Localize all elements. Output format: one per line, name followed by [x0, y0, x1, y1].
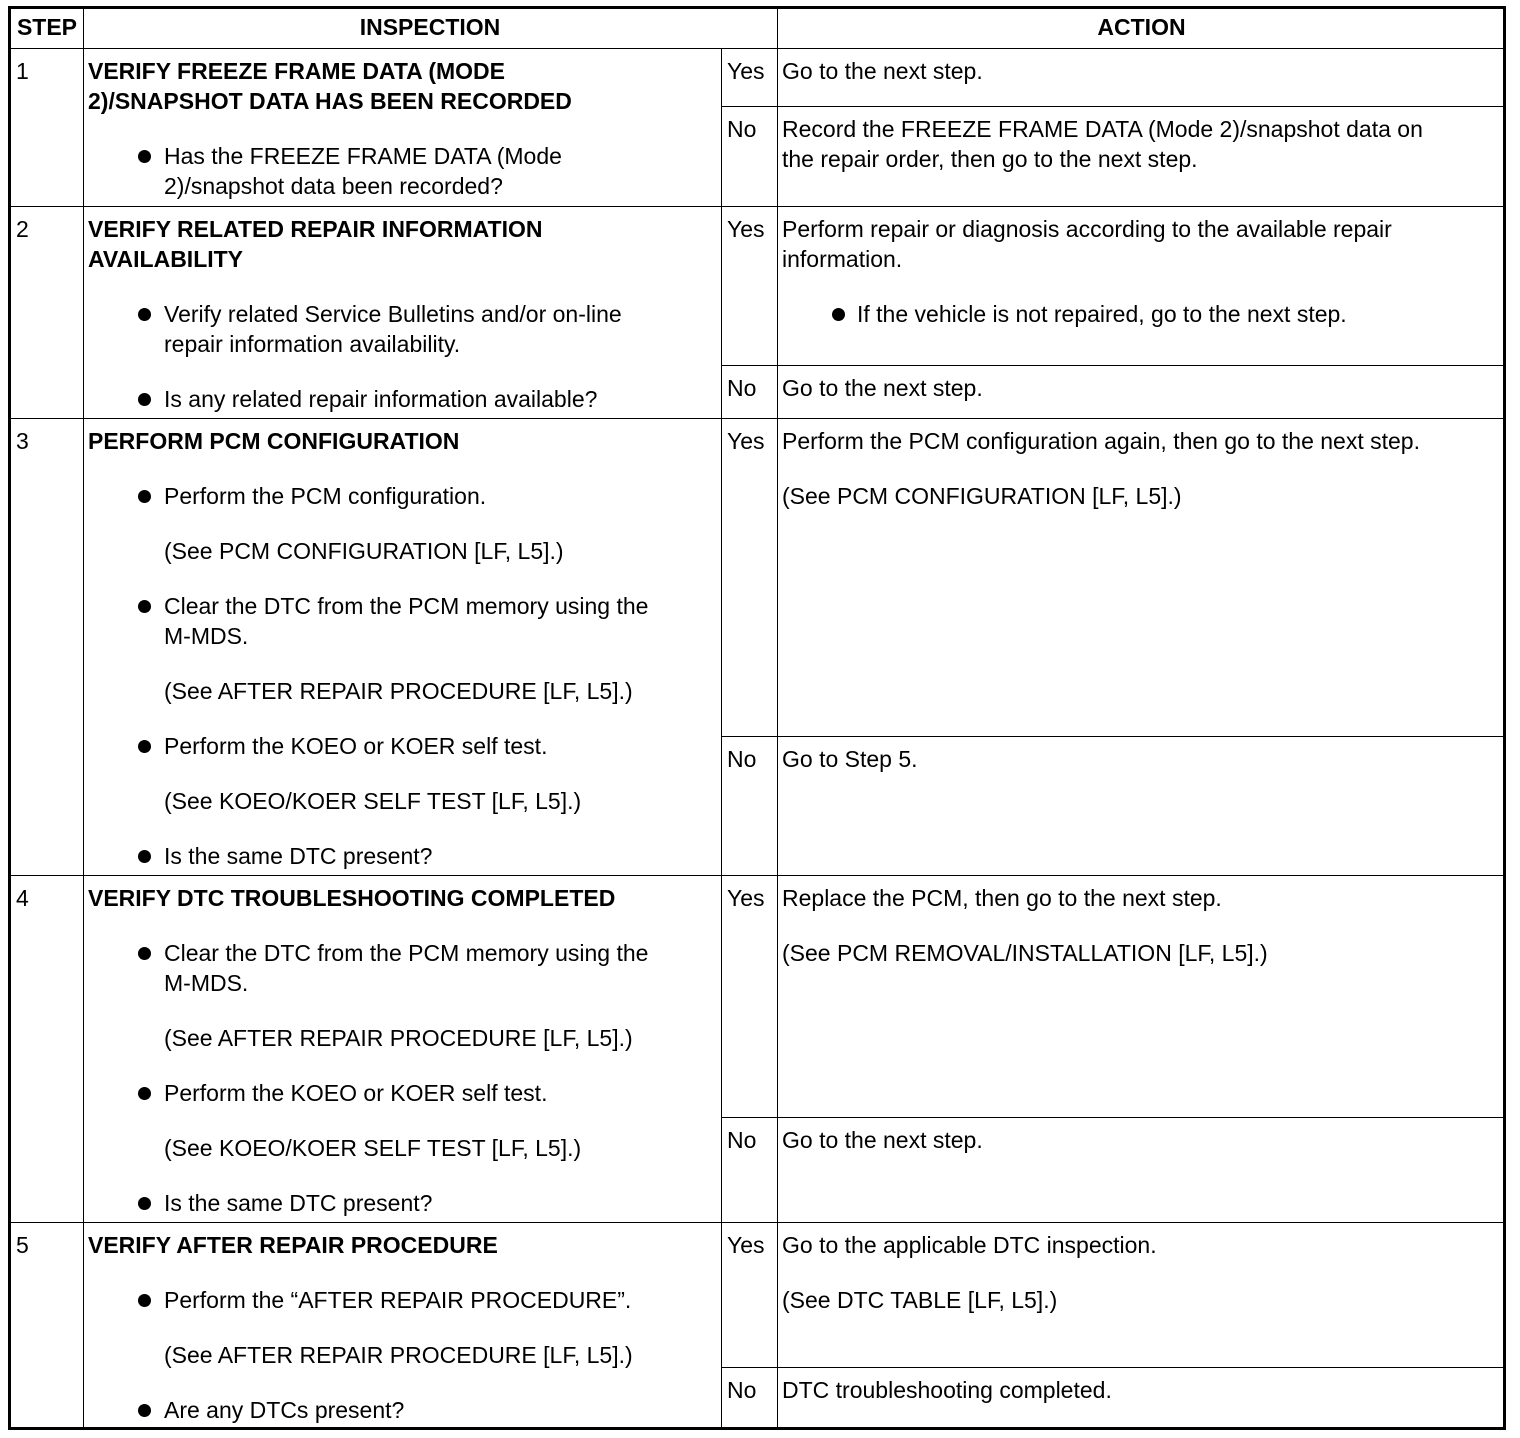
- inspection-item-text: (See KOEO/KOER SELF TEST [LF, L5].): [164, 1135, 582, 1161]
- yes-action-text: (See PCM REMOVAL/INSTALLATION [LF, L5].): [782, 940, 1268, 966]
- yes-action-text: (See DTC TABLE [LF, L5].): [782, 1287, 1058, 1313]
- step-number: 2: [16, 216, 29, 242]
- no-label: No: [727, 116, 757, 142]
- yes-no-divider: [721, 1117, 1506, 1118]
- yes-action-text: Go to the next step.: [782, 58, 983, 84]
- inspection-item-text: M-MDS.: [164, 623, 249, 649]
- row-divider: [11, 206, 1506, 207]
- yes-action-text: (See PCM CONFIGURATION [LF, L5].): [782, 483, 1182, 509]
- no-action-text: Go to the next step.: [782, 375, 983, 401]
- no-action-text: DTC troubleshooting completed.: [782, 1377, 1112, 1403]
- yes-label: Yes: [727, 216, 765, 242]
- no-action-text: Go to Step 5.: [782, 746, 918, 772]
- inspection-item-bullet-icon: [138, 1087, 151, 1100]
- inspection-item-text: Are any DTCs present?: [164, 1397, 405, 1423]
- yes-action-text: information.: [782, 246, 903, 272]
- inspection-item-text: Is the same DTC present?: [164, 843, 433, 869]
- yes-action-text: Perform repair or diagnosis according to the available repair: [782, 216, 1392, 242]
- yes-label: Yes: [727, 1232, 765, 1258]
- inspection-item-text: repair information availability.: [164, 331, 461, 357]
- header-inspection: INSPECTION: [359, 14, 501, 40]
- step-title: VERIFY DTC TROUBLESHOOTING COMPLETED: [88, 885, 616, 911]
- inspection-item-text: (See AFTER REPAIR PROCEDURE [LF, L5].): [164, 1025, 633, 1051]
- inspection-item-text: 2)/snapshot data been recorded?: [164, 173, 503, 199]
- inspection-item-bullet-icon: [138, 1197, 151, 1210]
- inspection-item-text: Is the same DTC present?: [164, 1190, 433, 1216]
- inspection-item-text: Perform the “AFTER REPAIR PROCEDURE”.: [164, 1287, 632, 1313]
- row-divider: [11, 418, 1506, 419]
- inspection-item-bullet-icon: [138, 393, 151, 406]
- inspection-item-bullet-icon: [138, 1404, 151, 1417]
- column-divider-step: [83, 9, 84, 1427]
- inspection-item-bullet-icon: [138, 947, 151, 960]
- no-action-text: Record the FREEZE FRAME DATA (Mode 2)/snapshot data on: [782, 116, 1423, 142]
- inspection-item-text: (See AFTER REPAIR PROCEDURE [LF, L5].): [164, 1342, 633, 1368]
- inspection-item-bullet-icon: [138, 740, 151, 753]
- step-number: 5: [16, 1232, 29, 1258]
- inspection-item-text: Is any related repair information available?: [164, 386, 598, 412]
- step-title: 2)/SNAPSHOT DATA HAS BEEN RECORDED: [88, 88, 572, 114]
- inspection-item-text: Verify related Service Bulletins and/or on-line: [164, 301, 622, 327]
- no-action-text: the repair order, then go to the next step.: [782, 146, 1198, 172]
- yes-action-bullet-icon: [832, 308, 845, 321]
- yes-action-text: Replace the PCM, then go to the next step.: [782, 885, 1222, 911]
- yes-action-text: Go to the applicable DTC inspection.: [782, 1232, 1157, 1258]
- inspection-item-bullet-icon: [138, 490, 151, 503]
- inspection-item-text: Has the FREEZE FRAME DATA (Mode: [164, 143, 562, 169]
- header-action: ACTION: [1097, 14, 1186, 40]
- inspection-item-text: (See AFTER REPAIR PROCEDURE [LF, L5].): [164, 678, 633, 704]
- step-number: 4: [16, 885, 29, 911]
- row-divider: [11, 875, 1506, 876]
- no-label: No: [727, 1127, 757, 1153]
- step-number: 1: [16, 58, 29, 84]
- inspection-item-bullet-icon: [138, 1294, 151, 1307]
- step-title: VERIFY AFTER REPAIR PROCEDURE: [88, 1232, 498, 1258]
- yes-no-divider: [721, 106, 1506, 107]
- diagnostic-procedure-table: [8, 6, 1506, 1430]
- step-title: VERIFY FREEZE FRAME DATA (MODE: [88, 58, 505, 84]
- step-title: VERIFY RELATED REPAIR INFORMATION: [88, 216, 543, 242]
- step-title: AVAILABILITY: [88, 246, 244, 272]
- inspection-item-text: Clear the DTC from the PCM memory using the: [164, 940, 649, 966]
- yes-no-divider: [721, 736, 1506, 737]
- yes-action-text: If the vehicle is not repaired, go to the next step.: [857, 301, 1347, 327]
- inspection-item-bullet-icon: [138, 308, 151, 321]
- yes-action-text: Perform the PCM configuration again, then go to the next step.: [782, 428, 1420, 454]
- inspection-item-bullet-icon: [138, 600, 151, 613]
- yes-no-divider: [721, 1367, 1506, 1368]
- column-divider-yesno: [721, 48, 722, 1427]
- inspection-item-text: M-MDS.: [164, 970, 249, 996]
- inspection-item-bullet-icon: [138, 850, 151, 863]
- inspection-item-text: (See PCM CONFIGURATION [LF, L5].): [164, 538, 564, 564]
- header-divider: [11, 48, 1506, 49]
- inspection-item-text: (See KOEO/KOER SELF TEST [LF, L5].): [164, 788, 582, 814]
- step-number: 3: [16, 428, 29, 454]
- yes-label: Yes: [727, 58, 765, 84]
- yes-label: Yes: [727, 428, 765, 454]
- no-label: No: [727, 375, 757, 401]
- no-action-text: Go to the next step.: [782, 1127, 983, 1153]
- no-label: No: [727, 746, 757, 772]
- inspection-item-text: Clear the DTC from the PCM memory using the: [164, 593, 649, 619]
- column-divider-action: [777, 9, 778, 1427]
- inspection-item-text: Perform the PCM configuration.: [164, 483, 487, 509]
- inspection-item-text: Perform the KOEO or KOER self test.: [164, 1080, 548, 1106]
- inspection-item-bullet-icon: [138, 150, 151, 163]
- yes-label: Yes: [727, 885, 765, 911]
- yes-no-divider: [721, 365, 1506, 366]
- row-divider: [11, 1222, 1506, 1223]
- step-title: PERFORM PCM CONFIGURATION: [88, 428, 460, 454]
- header-step: STEP: [16, 14, 78, 40]
- no-label: No: [727, 1377, 757, 1403]
- inspection-item-text: Perform the KOEO or KOER self test.: [164, 733, 548, 759]
